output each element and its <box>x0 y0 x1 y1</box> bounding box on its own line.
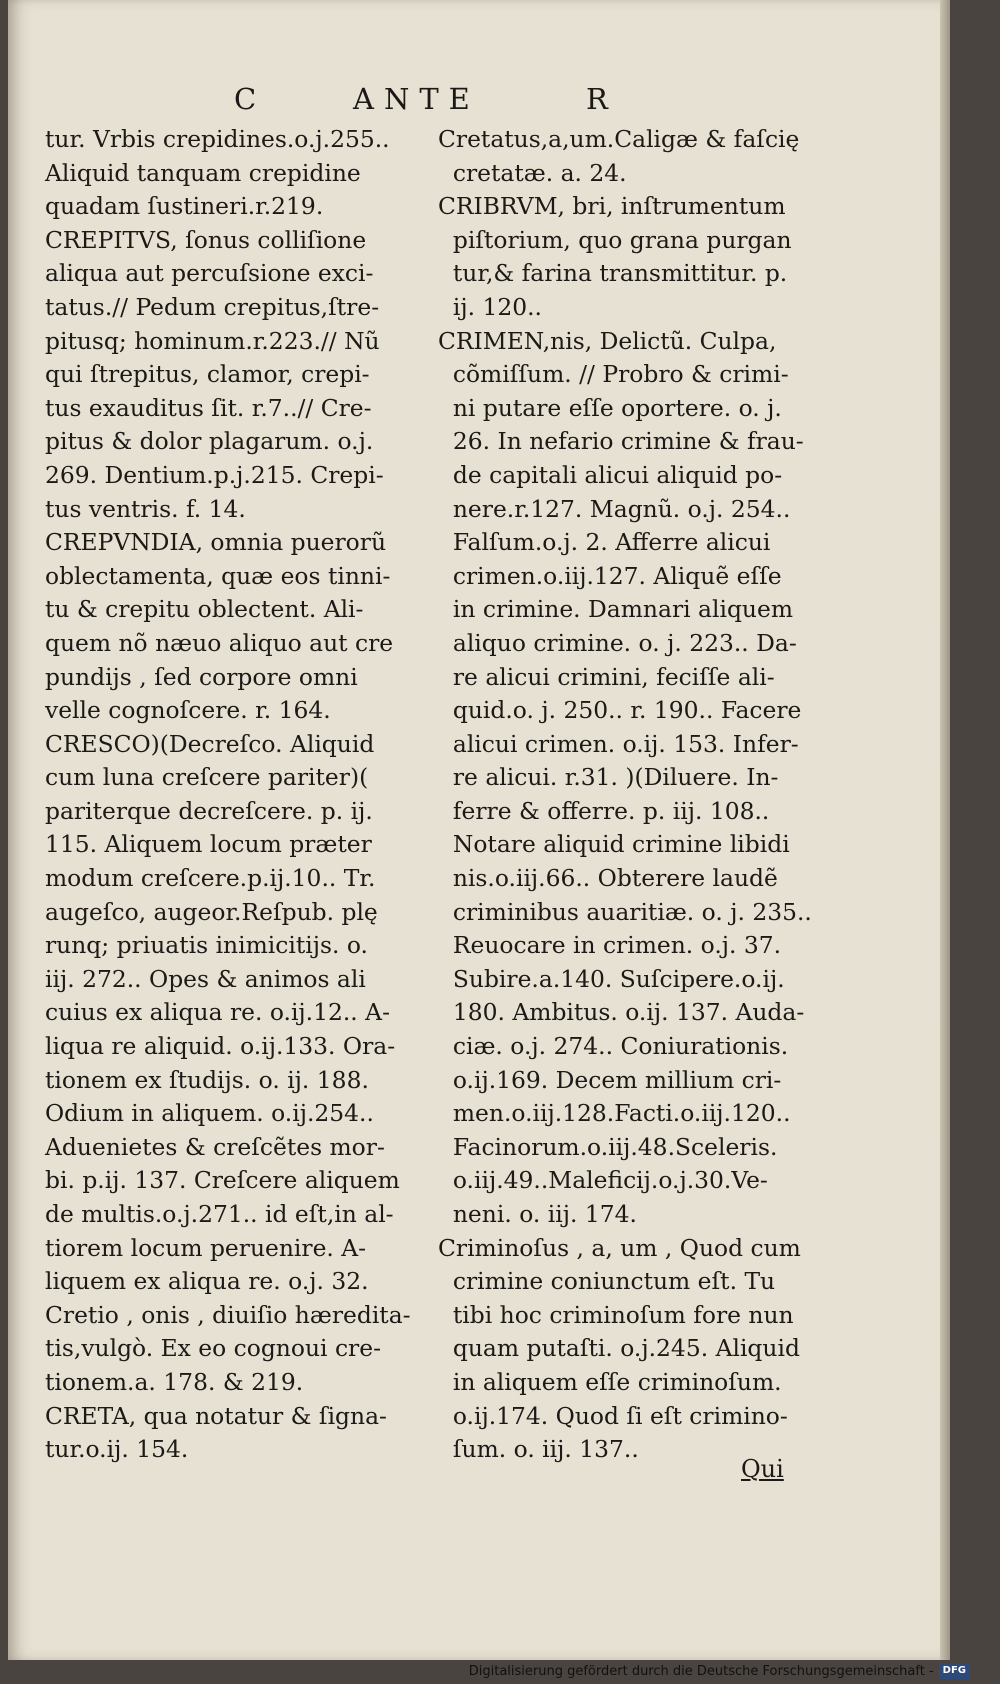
left-line: quem nõ næuo aliquo aut cre <box>45 628 394 657</box>
left-line: Odium in aliquem. o.ij.254.. <box>45 1099 374 1128</box>
left-line: pariterque decreſcere. p. ij. <box>45 796 373 825</box>
right-line: o.iij.49..Maleficij.o.j.30.Ve- <box>438 1166 768 1195</box>
left-line: Cretio , onis , diuiſio hæredita- <box>45 1300 411 1329</box>
left-line: pitus & dolor plagarum. o.j. <box>45 427 374 456</box>
left-line: CRESCO)(Decreſco. Aliquid <box>45 729 375 758</box>
right-line: Cretatus,a,um.Caligæ & faſcię <box>438 125 800 153</box>
right-line: re alicui crimini, feciſſe ali- <box>438 662 775 691</box>
right-line: cretatæ. a. 24. <box>438 158 627 187</box>
left-line: velle cognoſcere. r. 164. <box>45 696 331 725</box>
left-line: runq; priuatis inimicitijs. o. <box>45 931 368 960</box>
left-line: tus ventris. f. 14. <box>45 494 246 523</box>
left-line: tur.o.ij. 154. <box>45 1435 189 1464</box>
left-line: 115. Aliquem locum præter <box>45 830 372 859</box>
right-line: 180. Ambitus. o.ij. 137. Auda- <box>438 998 805 1027</box>
header-middle: ANTE <box>353 82 480 116</box>
right-line: ni putare eſſe oportere. o. j. <box>438 393 782 422</box>
header-left: C <box>234 82 259 116</box>
right-line: Falſum.o.j. 2. Afferre alicui <box>438 528 771 557</box>
left-line: quadam ſustineri.r.219. <box>45 192 324 221</box>
header-right: R <box>586 82 610 116</box>
book-page <box>8 0 950 1660</box>
right-line: nere.r.127. Magnũ. o.j. 254.. <box>438 494 791 523</box>
left-line: iij. 272.. Opes & animos ali <box>45 964 366 993</box>
left-line: liquem ex aliqua re. o.j. 32. <box>45 1267 369 1296</box>
left-line: tionem ex ſtudijs. o. ij. 188. <box>45 1065 369 1094</box>
right-line: Subire.a.140. Suſcipere.o.ij. <box>438 964 785 993</box>
right-line: CRIMEN,nis, Delictũ. Culpa, <box>438 326 777 355</box>
left-line: pundijs , ſed corpore omni <box>45 662 358 691</box>
right-line: Criminoſus , a, um , Quod cum <box>438 1233 801 1262</box>
left-line: tus exauditus ſit. r.7..// Cre- <box>45 393 372 422</box>
right-line: aliquo crimine. o. j. 223.. Da- <box>438 628 797 657</box>
left-line: oblectamenta, quæ eos tinni- <box>45 561 391 590</box>
right-line: crimine coniunctum eſt. Tu <box>438 1267 776 1296</box>
right-line: alicui crimen. o.ij. 153. Infer- <box>438 729 799 758</box>
left-line: tatus.// Pedum crepitus,ſtre- <box>45 292 380 321</box>
right-line: Facinorum.o.iij.48.Sceleris. <box>438 1132 778 1161</box>
right-line: re alicui. r.31. )(Diluere. In- <box>438 763 779 792</box>
right-line: ferre & offerre. p. iij. 108.. <box>438 796 770 825</box>
left-line: CREPITVS, ſonus colliſione <box>45 225 367 254</box>
right-line: in aliquem eſſe criminoſum. <box>438 1367 782 1396</box>
left-line: qui ſtrepitus, clamor, crepi- <box>45 360 370 389</box>
left-line: aliqua aut percuſsione exci- <box>45 259 374 288</box>
right-line: piſtorium, quo grana purgan <box>438 225 792 254</box>
right-line: Notare aliquid crimine libidi <box>438 830 790 859</box>
right-line: ſum. o. iij. 137.. <box>438 1435 639 1464</box>
right-line: ij. 120.. <box>438 292 542 321</box>
dfg-logo: DFG <box>939 1663 970 1679</box>
left-line: 269. Dentium.p.j.215. Crepi- <box>45 460 384 489</box>
left-line: pitusq; hominum.r.223.// Nũ <box>45 326 380 355</box>
right-line: cõmiſſum. // Probro & crimi- <box>438 360 789 389</box>
right-line: tur,& farina transmittitur. p. <box>438 259 788 288</box>
page-edge <box>940 0 950 1660</box>
left-line: CRETA, qua notatur & ſigna- <box>45 1401 387 1430</box>
left-line: tur. Vrbis crepidines.o.j.255.. <box>45 125 390 153</box>
footer <box>469 1661 970 1681</box>
right-line: neni. o. iij. 174. <box>438 1200 637 1228</box>
footer-text: Digitalisierung gefördert durch die Deutsche Forschungsgemeinschaft - <box>468 1663 934 1679</box>
right-line: crimen.o.iij.127. Aliquẽ eſſe <box>438 561 782 590</box>
left-line: cum luna creſcere pariter)( <box>45 763 369 792</box>
right-line: ciæ. o.j. 274.. Coniurationis. <box>438 1032 789 1061</box>
right-line: quid.o. j. 250.. r. 190.. Facere <box>438 696 802 725</box>
left-line: tionem.a. 178. & 219. <box>45 1367 304 1396</box>
right-line: CRIBRVM, bri, inſtrumentum <box>438 192 786 221</box>
right-line: o.ij.169. Decem millium cri- <box>438 1065 782 1094</box>
right-line: nis.o.iij.66.. Obterere laudẽ <box>438 864 778 893</box>
running-header <box>8 82 950 122</box>
right-line: de capitali alicui aliquid po- <box>438 460 783 489</box>
right-line: men.o.iij.128.Facti.o.iij.120.. <box>438 1099 791 1128</box>
left-line: cuius ex aliqua re. o.ij.12.. A- <box>45 998 390 1027</box>
right-line: quam putaſti. o.j.245. Aliquid <box>438 1334 800 1363</box>
left-line: Aliquid tanquam crepidine <box>45 158 361 187</box>
catchword: Qui <box>741 1455 784 1483</box>
left-line: tiorem locum peruenire. A- <box>45 1233 367 1262</box>
left-line: tis,vulgò. Ex eo cognoui cre- <box>45 1334 381 1363</box>
right-line: criminibus auaritiæ. o. j. 235.. <box>438 897 812 926</box>
left-line: Aduenietes & creſcẽtes mor- <box>45 1132 385 1161</box>
left-line: CREPVNDIA, omnia puerorũ <box>45 528 387 557</box>
right-line: in crimine. Damnari aliquem <box>438 595 794 624</box>
left-line: tu & crepitu oblectent. Ali- <box>45 595 364 624</box>
left-line: augeſco, augeor.Reſpub. plę <box>45 897 378 926</box>
right-line: 26. In nefario crimine & frau- <box>438 427 804 456</box>
right-line: tibi hoc criminoſum fore nun <box>438 1300 794 1329</box>
left-line: liqua re aliquid. o.ij.133. Ora- <box>45 1032 396 1061</box>
right-line: o.ij.174. Quod ſi eſt crimino- <box>438 1401 788 1430</box>
left-line: de multis.o.j.271.. id eſt,in al- <box>45 1200 394 1228</box>
left-line: modum creſcere.p.ij.10.. Tr. <box>45 864 376 893</box>
right-column <box>438 123 850 1467</box>
left-line: bi. p.ij. 137. Creſcere aliquem <box>45 1166 400 1195</box>
left-column <box>45 123 429 1467</box>
right-line: Reuocare in crimen. o.j. 37. <box>438 931 782 960</box>
